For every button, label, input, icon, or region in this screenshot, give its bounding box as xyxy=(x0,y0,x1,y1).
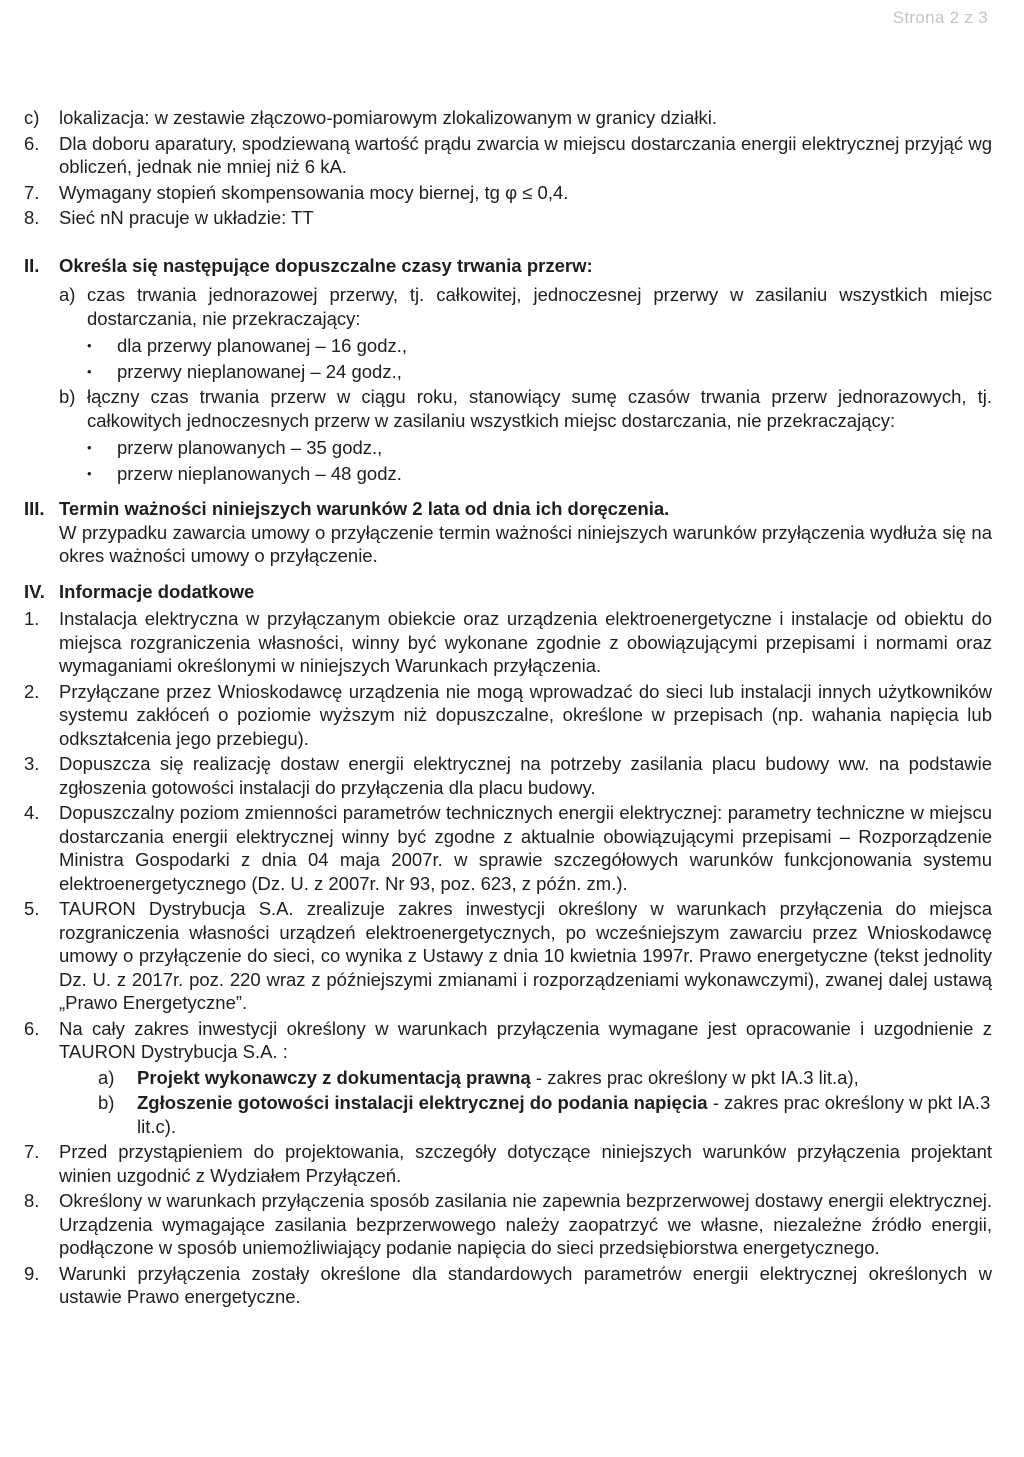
item-text: lokalizacja: w zestawie złączowo-pomiarowym zlokalizowanym w granicy działki. xyxy=(59,107,717,128)
document-body xyxy=(24,106,992,1311)
item-text: Dla doboru aparatury, spodziewaną wartość prądu zwarcia w miejscu dostarczania energii elektrycznej przyjąć wg obliczeń, jednak nie mniej niż 6 kA. xyxy=(59,132,992,177)
item-text: Sieć nN pracuje w układzie: TT xyxy=(59,207,314,228)
bullet-item: • przerwy nieplanowanej – 24 godz., xyxy=(87,360,992,384)
section-heading: IV. Informacje dodatkowe xyxy=(24,580,255,602)
list-item: 1. Instalacja elektryczna w przyłączanym obiekcie oraz urządzenia elektroenergetyczne i instalacje od obiektu do miejsca rozgraniczenia własności, winny być wykonane zgodnie z obowiązującymi przepisami i normami oraz wymaganiami określonymi w niniejszych Warunkach przyłączenia. xyxy=(24,608,992,676)
sub-item: a) czas trwania jednorazowej przerwy, tj. całkowitej, jednoczesnej przerwy w zasilaniu wszystkich miejsc dostarczania, nie przekraczający: xyxy=(59,284,992,329)
bullet-item: • dla przerwy planowanej – 16 godz., xyxy=(87,334,992,358)
list-item: 2. Przyłączane przez Wnioskodawcę urządzenia nie mogą wprowadzać do sieci lub instalacji innych użytkowników systemu zakłóceń o poziomie wyższym niż dopuszczalne, określone w przepisach (np. wahania napięcia lub odkształcenia jego przebiegu). xyxy=(24,680,992,749)
list-item: 4. Dopuszczalny poziom zmienności parametrów technicznych energii elektrycznej: parametry techniczne w miejscu dostarczania energii elektrycznej winny być zgodne z aktualnie obowiązującymi przepisami – Rozporządzenie Ministra Gospodarki z dnia 04 maja 2007r. w sprawie szczegółowych warunków funkcjonowania systemu elektroenergetycznego (Dz. U. z 2007r. Nr 93, poz. 623, z późn. zm.). xyxy=(24,802,992,894)
sub-item: b) łączny czas trwania przerw w ciągu roku, stanowiący sumę czasów trwania przerw jednorazowych, tj. całkowitych jednoczesnych przerw w zasilaniu wszystkich miejsc dostarczania, nie przekraczający: xyxy=(59,386,992,431)
section-paragraph: W przypadku zawarcia umowy o przyłączenie termin ważności niniejszych warunków przyłączenia wydłuża się na okres ważności umowy o przyłączenie. xyxy=(59,521,992,566)
list-item: 8. Określony w warunkach przyłączenia sposób zasilania nie zapewnia bezprzerwowej dostawy energii elektrycznej. Urządzenia wymagające zasilania bezprzerwowego należy zaopatrzyć we własne, niezależne źródło energii, podłączone w sposób uniemożliwiający podanie napięcia do sieci przedsiębiorstwa energetycznego. xyxy=(24,1190,992,1258)
item-number: 7. xyxy=(24,181,40,203)
section-heading: II. Określa się następujące dopuszczalne czasy trwania przerw: xyxy=(24,254,593,276)
list-item: 5. TAURON Dystrybucja S.A. zrealizuje zakres inwestycji określony w warunkach przyłączenia do miejsca rozgraniczenia własności urządzeń elektroenergetycznych, po wcześniejszym zawarciu przez Wnioskodawcę umowy o przyłączenie do sieci, co wynika z Ustawy z dnia 10 kwietnia 1997r. Prawo energetyczne (tekst jednolity Dz. U. z 2017r. poz. 220 wraz z późniejszymi zmianami i rozporządzeniami wykonawczymi), zwanej dalej ustawą „Prawo Energetyczne”. xyxy=(24,898,992,1013)
page-number: Strona 2 z 3 xyxy=(892,8,988,27)
list-item: 6. Na cały zakres inwestycji określony w warunkach przyłączenia wymagane jest opracowanie i uzgodnienie z TAURON Dystrybucja S.A. : xyxy=(24,1017,992,1062)
item-number: 8. xyxy=(24,207,40,228)
sub-item: b) Zgłoszenie gotowości instalacji elektrycznej do podania napięcia - zakres prac określony w pkt IA.3 lit.c). xyxy=(98,1092,991,1137)
section-heading: III. Termin ważności niniejszych warunków 2 lata od dnia ich doręczenia. xyxy=(24,498,670,519)
bullet-list xyxy=(24,334,992,383)
item-number: 6. xyxy=(24,132,40,154)
item-number: c) xyxy=(24,107,40,128)
item-text: Wymagany stopień skompensowania mocy biernej, tg φ ≤ 0,4. xyxy=(59,181,569,203)
sub-item: a) Projekt wykonawczy z dokumentacją prawną - zakres prac określony w pkt IA.3 lit.a), xyxy=(98,1066,859,1088)
list-item: 3. Dopuszcza się realizację dostaw energii elektrycznej na potrzeby zasilania placu budowy ww. na podstawie zgłoszenia gotowości instalacji do przyłączenia dla placu budowy. xyxy=(24,753,992,798)
bullet-item: • przerw planowanych – 35 godz., xyxy=(87,436,992,460)
list-item xyxy=(24,132,992,179)
bullet-list xyxy=(24,436,992,485)
list-item xyxy=(24,206,992,230)
bullet-item: • przerw nieplanowanych – 48 godz. xyxy=(87,462,992,486)
list-item xyxy=(24,181,992,205)
list-item: 7. Przed przystąpieniem do projektowania, szczegóły dotyczące niniejszych warunków przyłączenia projektant winien uzgodnić z Wydziałem Przyłączeń. xyxy=(24,1141,992,1186)
list-item xyxy=(24,106,992,130)
list-item: 9. Warunki przyłączenia zostały określone dla standardowych parametrów energii elektrycznej określonych w ustawie Prawo energetyczne. xyxy=(24,1262,992,1307)
